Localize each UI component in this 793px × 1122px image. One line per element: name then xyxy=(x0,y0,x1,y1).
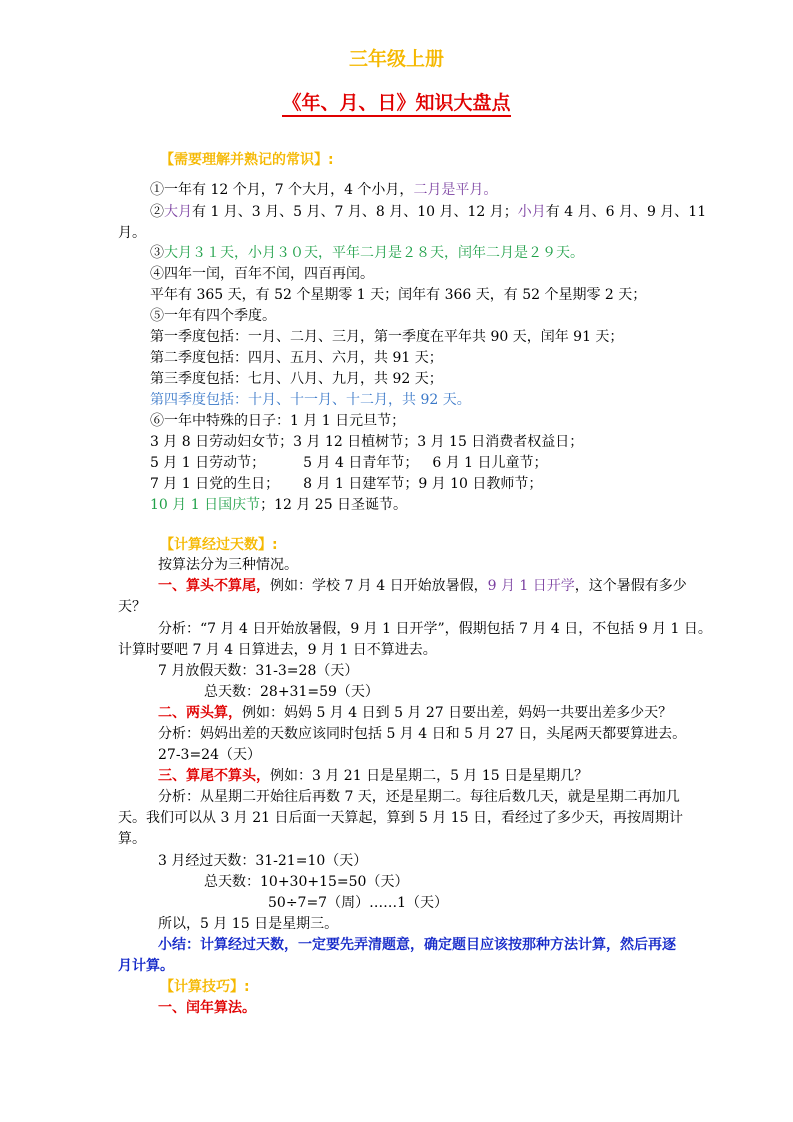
highlight-purple: 大月 xyxy=(164,204,192,220)
text-span: 5 月 4 日青年节； xyxy=(303,455,419,471)
summary-line: 月计算。 xyxy=(118,958,174,974)
formula-line: 3 月经过天数：31-21=10（天） xyxy=(158,853,368,869)
text-span: ①一年有 12 个月，7 个大月，4 个小月， xyxy=(150,182,414,198)
text-span: 有 1 月、3 月、5 月、7 月、8 月、10 月、12 月； xyxy=(192,204,518,220)
highlight-purple: 小月 xyxy=(517,204,546,220)
formula-line: 总天数：10+30+15=50（天） xyxy=(204,874,409,890)
text-line: 天。我们可以从 3 月 21 日后面一天算起，算到 5 月 15 日，看经过了多少天，再按周期计 xyxy=(118,810,684,826)
text-line-highlight-blue: 第四季度包括：十月、十一月、十二月，共 92 天。 xyxy=(150,392,471,408)
text-span: 6 月 1 日儿童节； xyxy=(432,455,548,471)
text-line: 平年有 365 天，有 52 个星期零 1 天；闰年有 366 天，有 52 个星期零 2 天； xyxy=(150,287,647,303)
text-span: 例如：学校 7 月 4 日开始放暑假， xyxy=(270,578,488,594)
highlight-green: 大月３１天，小月３０天，平年二月是２８天，闰年二月是２９天。 xyxy=(164,245,584,261)
case-title: 三、算尾不算头， xyxy=(158,768,270,784)
text-line: ⑥一年中特殊的日子：1 月 1 日元旦节； xyxy=(150,413,406,429)
formula-line: 27-3=24（天） xyxy=(158,747,261,763)
formula-line: 7 月放假天数：31-3=28（天） xyxy=(158,663,359,679)
section-heading-elapsed-days: 【计算经过天数】: xyxy=(160,537,278,553)
text-line: 算。 xyxy=(118,831,146,847)
text-line: 第三季度包括：七月、八月、九月，共 92 天； xyxy=(150,371,443,387)
tip-item: 一、闰年算法。 xyxy=(158,1000,256,1016)
text-line: 第二季度包括：四月、五月、六月，共 91 天； xyxy=(150,350,443,366)
text-line: ⑤一年有四个季度。 xyxy=(150,308,276,324)
text-line xyxy=(150,495,790,515)
formula-line: 总天数：28+31=59（天） xyxy=(204,684,379,700)
text-line xyxy=(150,202,790,222)
text-span: 例如：3 月 21 日是星期二，5 月 15 日是星期几？ xyxy=(270,768,589,784)
text-line: 按算法分为三种情况。 xyxy=(158,557,298,573)
text-span: 8 月 1 日建军节；9 月 10 日教师节； xyxy=(303,476,543,492)
page-subtitle xyxy=(0,88,793,115)
text-span: ③ xyxy=(150,245,164,261)
case-title: 二、两头算， xyxy=(158,705,242,721)
text-span: 5 月 1 日劳动节； xyxy=(150,455,266,471)
text-span: 例如：妈妈 5 月 4 日到 5 月 27 日要出差，妈妈一共要出差多少天？ xyxy=(242,705,673,721)
text-line: 分析：妈妈出差的天数应该同时包括 5 月 4 日和 5 月 27 日，头尾两天都要算进去。 xyxy=(158,726,687,742)
text-line: 天？ xyxy=(118,599,146,615)
case-three-line xyxy=(158,766,793,786)
page-title: 三年级上册 xyxy=(348,48,444,70)
text-span: 7 月 1 日党的生日； xyxy=(150,476,280,492)
text-line xyxy=(150,474,790,494)
text-span: ② xyxy=(150,204,164,220)
case-two-line xyxy=(158,703,793,723)
text-line: 所以，5 月 15 日是星期三。 xyxy=(158,916,339,932)
text-line xyxy=(150,243,790,263)
subtitle-text: 《年、月、日》知识大盘点 xyxy=(282,92,510,117)
case-one-line xyxy=(158,576,793,596)
section-heading-common-knowledge: 【需要理解并熟记的常识】: xyxy=(160,152,334,168)
highlight-green: 10 月 1 日国庆节 xyxy=(150,497,261,513)
text-line: 分析：“7 月 4 日开始放暑假，9 月 1 日开学”，假期包括 7 月 4 日，不包括 9 月 1 日。 xyxy=(158,621,712,637)
highlight-purple: 9 月 1 日开学 xyxy=(487,578,575,594)
text-line: 分析：从星期二开始往后再数 7 天，还是星期二。每往后数几天，就是星期二再加几 xyxy=(158,789,680,805)
text-line xyxy=(150,453,790,473)
text-line: 3 月 8 日劳动妇女节；3 月 12 日植树节；3 月 15 日消费者权益日； xyxy=(150,434,584,450)
text-line: 月。 xyxy=(118,225,146,241)
text-line xyxy=(150,180,790,200)
summary-line: 小结：计算经过天数，一定要先弄清题意，确定题目应该按那种方法计算，然后再逐 xyxy=(158,937,676,953)
text-span: ，这个暑假有多少 xyxy=(574,578,687,594)
highlight-purple: 二月是平月。 xyxy=(413,182,498,198)
text-line: 计算时要吧 7 月 4 日算进去，9 月 1 日不算进去。 xyxy=(118,642,437,658)
text-line: 第一季度包括：一月、二月、三月，第一季度在平年共 90 天，闰年 91 天； xyxy=(150,329,624,345)
text-line: ④四年一闰，百年不闰，四百再闰。 xyxy=(150,266,374,282)
case-title: 一、算头不算尾， xyxy=(158,578,270,594)
section-heading-tips: 【计算技巧】: xyxy=(160,979,250,995)
text-span: 有 4 月、6 月、9 月、11 xyxy=(545,204,707,220)
text-span: ；12 月 25 日圣诞节。 xyxy=(260,497,408,513)
formula-line: 50÷7=7（周）……1（天） xyxy=(268,895,448,911)
